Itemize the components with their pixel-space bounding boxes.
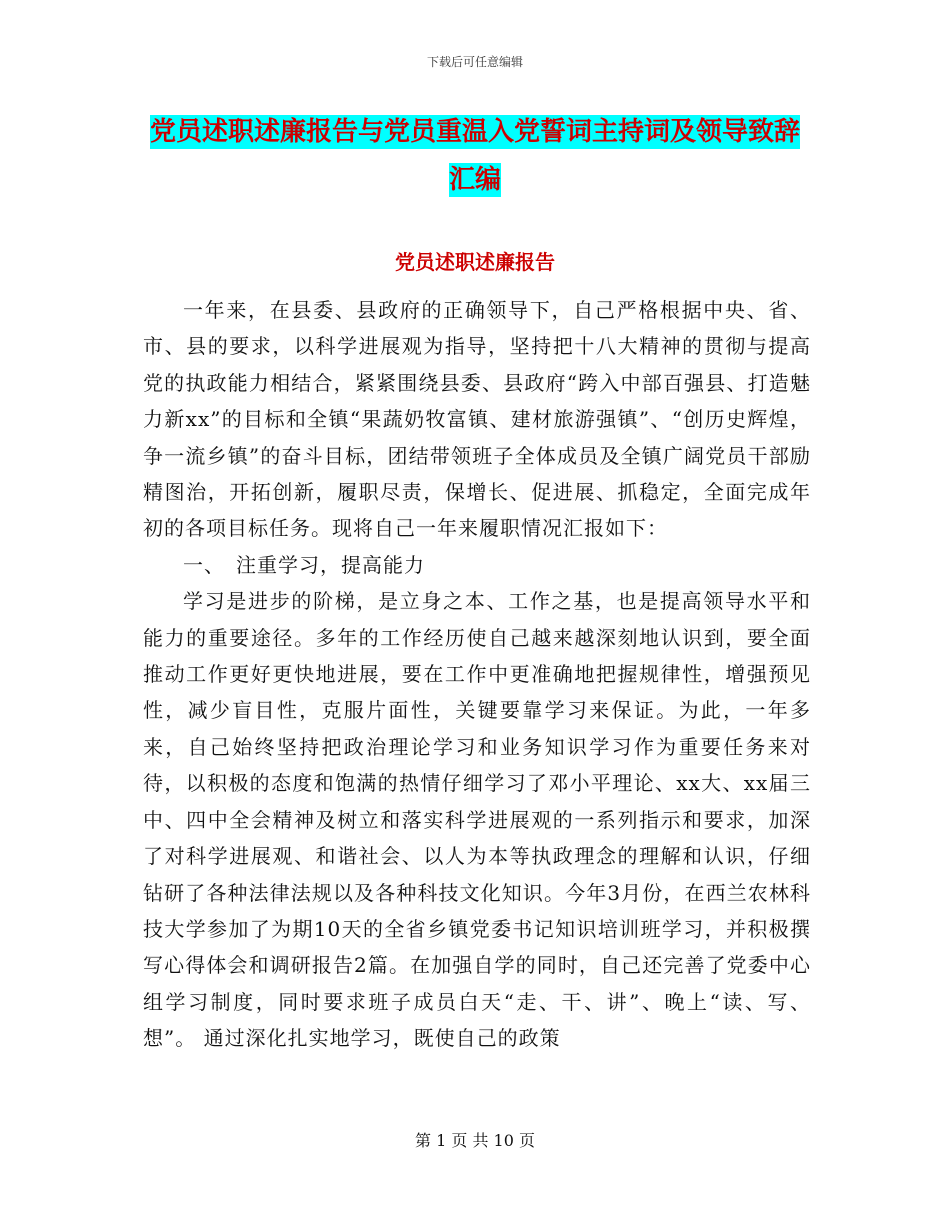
paragraph-heading-1: 一、 注重学习，提高能力 (183, 552, 425, 577)
paragraph-study: 学习是进步的阶梯，是立身之本、工作之基，也是提高领导水平和能力的重要途径。多年的工作经历使自己越来越深刻地认识到，要全面推动工作更好更快地进展，要在工作中更准确地把握规律性，增强预见性，减少盲目性，克服片面性，关键要靠学习来保证。为此，一年多来，自己始终坚持把政治理论学习和业务知识学习作为重要任务来对待，以积极的态度和饱满的热情仔细学习了邓小平理论、xx大、xx届三中、四中全会精神及树立和落实科学进展观的一系列指示和要求，加深了对科学进展观、和谐社会、以人为本等执政理念的理解和认识，仔细钻研了各种法律法规以及各种科技文化知识。今年3月份，在西兰农林科技大学参加了为期10天的全省乡镇党委书记知识培训班学习，并积极撰写心得体会和调研报告2篇。在加强自学的同时，自己还完善了党委中心组学习制度，同时要求班子成员白天“走、干、讲”、晚上“读、写、想”。 通过深化扎实地学习，既使自己的政策 (143, 589, 811, 1051)
page-header-note: 下载后可任意编辑 (426, 55, 523, 69)
document-title-text: 党员述职述廉报告与党员重温入党誓词主持词及领导致辞汇编 (150, 117, 801, 195)
document-title (150, 108, 800, 204)
document-body (143, 292, 811, 1057)
page-number: 第 1 页 共 10 页 (415, 1131, 535, 1150)
section-title: 党员述职述廉报告 (395, 250, 555, 274)
paragraph-intro: 一年来，在县委、县政府的正确领导下，自己严格根据中央、省、市、县的要求，以科学进展观为指导，坚持把十八大精神的贯彻与提高党的执政能力相结合，紧紧围绕县委、县政府“跨入中部百强县、打造魅力新xx”的目标和全镇“果蔬奶牧富镇、建材旅游强镇”、“创历史辉煌，争一流乡镇”的奋斗目标，团结带领班子全体成员及全镇广阔党员干部励精图治，开拓创新，履职尽责，保增长、促进展、抓稳定，全面完成年初的各项目标任务。现将自己一年来履职情况汇报如下： (143, 298, 811, 541)
